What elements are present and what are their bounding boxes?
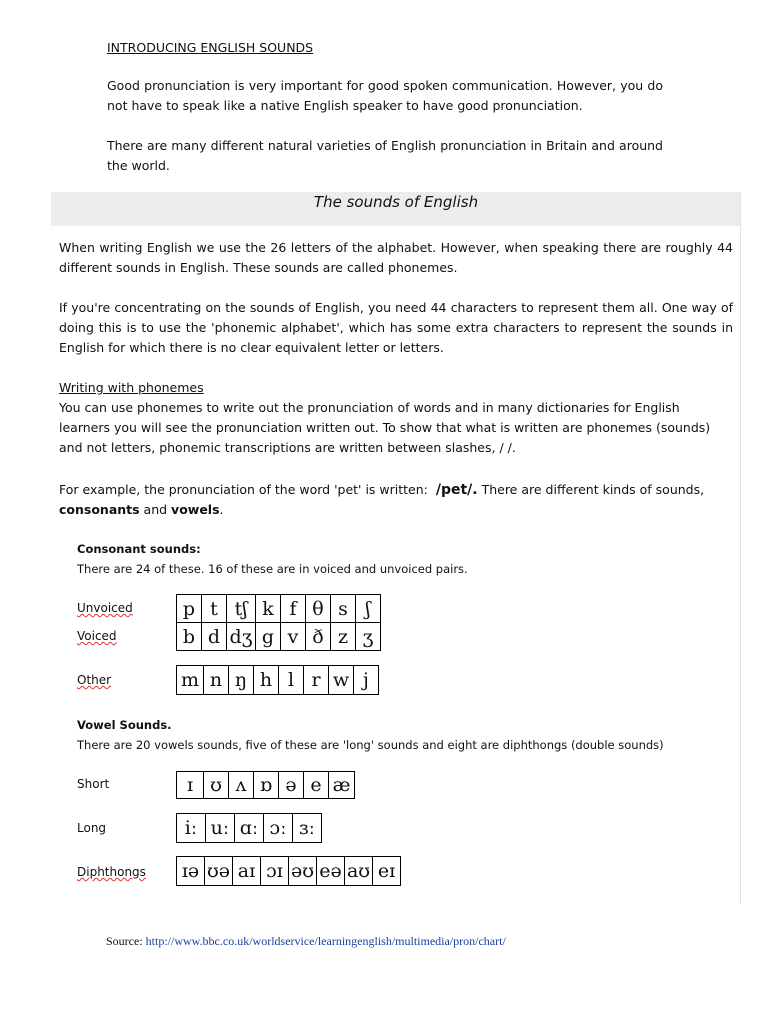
panel-header xyxy=(51,192,741,226)
phoneme-cell: dʒ xyxy=(227,623,256,650)
phoneme-cell: r xyxy=(304,666,329,694)
phoneme-cell: j xyxy=(354,666,379,694)
diphthongs-label: Diphthongs xyxy=(77,865,146,879)
phoneme-cell: aɪ xyxy=(233,857,261,885)
consonant-sounds-subheading: There are 24 of these. 16 of these are in voiced and unvoiced pairs. xyxy=(77,562,468,576)
panel-border xyxy=(740,192,741,904)
long-vowel-row xyxy=(176,813,322,843)
phoneme-cell: t xyxy=(202,595,227,622)
example-end: . xyxy=(219,502,224,517)
phoneme-cell: ɔː xyxy=(264,814,293,842)
phoneme-cell: eə xyxy=(317,857,345,885)
phoneme-cell: ʃ xyxy=(356,595,381,622)
phoneme-cell: ɔɪ xyxy=(261,857,289,885)
vowel-sounds-subheading: There are 20 vowels sounds, five of these are 'long' sounds and eight are diphthongs (double sounds) xyxy=(77,738,664,752)
consonant-sounds-heading: Consonant sounds: xyxy=(77,542,201,556)
phoneme-cell: v xyxy=(281,623,306,650)
phoneme-cell: s xyxy=(331,595,356,622)
writing-with-phonemes-heading: Writing with phonemes xyxy=(59,380,204,395)
phoneme-cell: ʌ xyxy=(229,772,254,798)
phoneme-cell: b xyxy=(177,623,202,650)
phoneme-cell: uː xyxy=(206,814,235,842)
source-label: Source: xyxy=(106,934,146,948)
vowel-sounds-heading: Vowel Sounds. xyxy=(77,718,172,732)
phoneme-cell: m xyxy=(177,666,204,694)
phoneme-cell: ɪə xyxy=(177,857,205,885)
voiced-label: Voiced xyxy=(77,629,117,643)
phoneme-cell: p xyxy=(177,595,202,622)
panel-paragraph-3: You can use phonemes to write out the pronunciation of words and in many dictionaries for English learners you will see the pronunciation written out. To show that what is written are phonemes (sounds) and not letters, phonemic transcriptions are written between slashes, / /. xyxy=(59,400,711,455)
phoneme-cell: θ xyxy=(306,595,331,622)
phoneme-cell: g xyxy=(256,623,281,650)
phoneme-cell: f xyxy=(281,595,306,622)
phoneme-cell: ɪ xyxy=(177,772,204,798)
phoneme-cell: ə xyxy=(279,772,304,798)
vowels-word: vowels xyxy=(171,502,220,517)
source-line xyxy=(106,934,506,949)
panel-title: The sounds of English xyxy=(313,193,479,211)
phoneme-cell: h xyxy=(254,666,279,694)
phoneme-cell: w xyxy=(329,666,354,694)
other-phoneme-row xyxy=(176,665,379,695)
example-ipa: /pet/. xyxy=(435,482,478,498)
phoneme-cell: əʊ xyxy=(289,857,317,885)
example-prefix: For example, the pronunciation of the word 'pet' is written: xyxy=(59,482,436,497)
phoneme-cell: ʊ xyxy=(204,772,229,798)
long-label: Long xyxy=(77,821,107,835)
example-paragraph xyxy=(59,480,733,520)
phoneme-cell: n xyxy=(204,666,229,694)
phoneme-cell: eɪ xyxy=(373,857,401,885)
diphthong-row xyxy=(176,856,401,886)
phoneme-cell: æ xyxy=(329,772,355,798)
phoneme-cell: ʊə xyxy=(205,857,233,885)
document-title: INTRODUCING ENGLISH SOUNDS xyxy=(107,40,314,55)
phoneme-cell: ŋ xyxy=(229,666,254,694)
panel-paragraph-1: When writing English we use the 26 letters of the alphabet. However, when speaking there are roughly 44 different sounds in English. These sounds are called phonemes. xyxy=(59,240,733,275)
phoneme-cell: k xyxy=(256,595,281,622)
phoneme-cell: ð xyxy=(306,623,331,650)
and-word: and xyxy=(139,502,172,517)
consonants-word: consonants xyxy=(59,502,140,517)
unvoiced-label: Unvoiced xyxy=(77,601,133,615)
short-vowel-row xyxy=(176,771,355,799)
other-label: Other xyxy=(77,673,112,687)
intro-paragraph-2: There are many different natural varieties of English pronunciation in Britain and around the world. xyxy=(107,138,663,173)
phoneme-cell: ɑː xyxy=(235,814,264,842)
phoneme-cell: e xyxy=(304,772,329,798)
phoneme-cell: l xyxy=(279,666,304,694)
example-mid: There are different kinds of sounds, xyxy=(477,482,709,497)
phoneme-cell: ɜː xyxy=(293,814,322,842)
unvoiced-phoneme-row xyxy=(176,594,381,623)
phoneme-cell: tʃ xyxy=(227,595,256,622)
intro-paragraph-1: Good pronunciation is very important for good spoken communication. However, you do not have to speak like a native English speaker to have good pronunciation. xyxy=(107,78,663,113)
phoneme-cell: d xyxy=(202,623,227,650)
short-label: Short xyxy=(77,777,110,791)
phoneme-cell: aʊ xyxy=(345,857,373,885)
source-link[interactable]: http://www.bbc.co.uk/worldservice/learningenglish/multimedia/pron/chart/ xyxy=(145,934,506,948)
phoneme-cell: iː xyxy=(177,814,206,842)
phoneme-cell: ʒ xyxy=(356,623,381,650)
phoneme-cell: z xyxy=(331,623,356,650)
phoneme-cell: ɒ xyxy=(254,772,279,798)
voiced-phoneme-row xyxy=(176,622,381,651)
panel-paragraph-2: If you're concentrating on the sounds of English, you need 44 characters to represent them all. One way of doing this is to use the 'phonemic alphabet', which has some extra characters to represent the sounds in English for which there is no clear equivalent letter or letters. xyxy=(59,300,733,355)
